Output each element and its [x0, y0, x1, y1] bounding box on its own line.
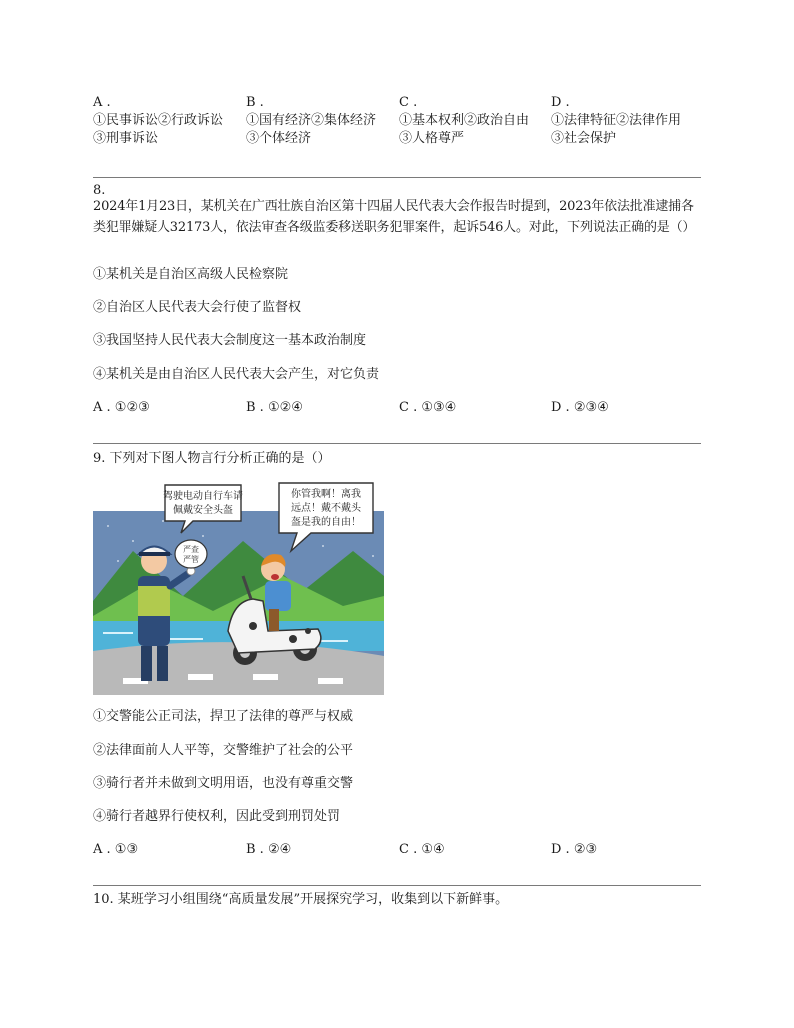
- choice-b[interactable]: B . ①②④: [246, 400, 303, 415]
- option-line: ①法律特征②法律作用: [551, 113, 682, 128]
- option-letter: A .: [93, 95, 111, 110]
- option-line: ①国有经济②集体经济: [246, 113, 377, 128]
- choice-d[interactable]: D . ②③: [551, 842, 598, 857]
- illustration-svg: [93, 481, 384, 695]
- statement: ②法律面前人人平等，交警维护了社会的公平: [93, 743, 354, 758]
- option-line: ①基本权利②政治自由: [399, 113, 530, 128]
- q7-option-c[interactable]: [399, 94, 529, 148]
- choice-d[interactable]: D . ②③④: [551, 400, 609, 415]
- statement: ①某机关是自治区高级人民检察院: [93, 267, 289, 282]
- statement: ②自治区人民代表大会行使了监督权: [93, 300, 302, 315]
- option-letter: B .: [246, 95, 264, 110]
- section-divider: [93, 885, 701, 886]
- q7-option-b[interactable]: [246, 94, 376, 148]
- section-divider: [93, 443, 701, 444]
- option-line: ③人格尊严: [399, 131, 465, 146]
- option-line: ①民事诉讼②行政诉讼: [93, 113, 224, 128]
- choice-c[interactable]: C . ①④: [399, 842, 445, 857]
- rider-bubble-line-3: 盔是我的自由！: [291, 517, 361, 528]
- option-line: ③社会保护: [551, 131, 617, 146]
- question-stem: 2024年1月23日，某机关在广西壮族自治区第十四届人民代表大会作报告时提到，2023年依法批准逮捕各类犯罪嫌疑人32173人，依法审查各级监委移送职务犯罪案件，起诉546人。对此，下列说法正确的是（）: [93, 199, 696, 235]
- rider-bubble-line-2: 远点！戴不戴头: [291, 503, 361, 514]
- section-divider: [93, 177, 701, 178]
- statement: ①交警能公正司法，捍卫了法律的尊严与权威: [93, 709, 354, 724]
- rider-bubble-line-1: 你管我啊！离我: [291, 489, 361, 500]
- option-letter: C .: [399, 95, 418, 110]
- question-stem: 9. 下列对下图人物言行分析正确的是（）: [93, 451, 331, 466]
- statement: ④骑行者越界行使权利，因此受到刑罚处罚: [93, 809, 341, 824]
- question-number: 8.: [93, 183, 106, 198]
- sign-board: [175, 540, 207, 568]
- choice-a[interactable]: A . ①③: [93, 842, 139, 857]
- sign-text-2: 严管: [183, 555, 199, 564]
- sign-text-1: 严查: [183, 545, 199, 554]
- statement: ④某机关是由自治区人民代表大会产生，对它负责: [93, 367, 380, 382]
- traffic-police-illustration: [93, 481, 384, 695]
- q7-option-a[interactable]: [93, 94, 223, 148]
- police-bubble-line-2: 佩戴安全头盔: [173, 505, 233, 516]
- question-stem: 10. 某班学习小组围绕“高质量发展”开展探究学习，收集到以下新鲜事。: [93, 892, 509, 907]
- statement: ③骑行者并未做到文明用语，也没有尊重交警: [93, 776, 354, 791]
- option-line: ③刑事诉讼: [93, 131, 159, 146]
- q7-option-d[interactable]: [551, 94, 681, 148]
- statement: ③我国坚持人民代表大会制度这一基本政治制度: [93, 333, 367, 348]
- choice-a[interactable]: A . ①②③: [93, 400, 150, 415]
- police-bubble-line-1: 驾驶电动自行车请: [163, 491, 243, 502]
- option-line: ③个体经济: [246, 131, 312, 146]
- choice-c[interactable]: C . ①③④: [399, 400, 457, 415]
- option-letter: D .: [551, 95, 570, 110]
- choice-b[interactable]: B . ②④: [246, 842, 292, 857]
